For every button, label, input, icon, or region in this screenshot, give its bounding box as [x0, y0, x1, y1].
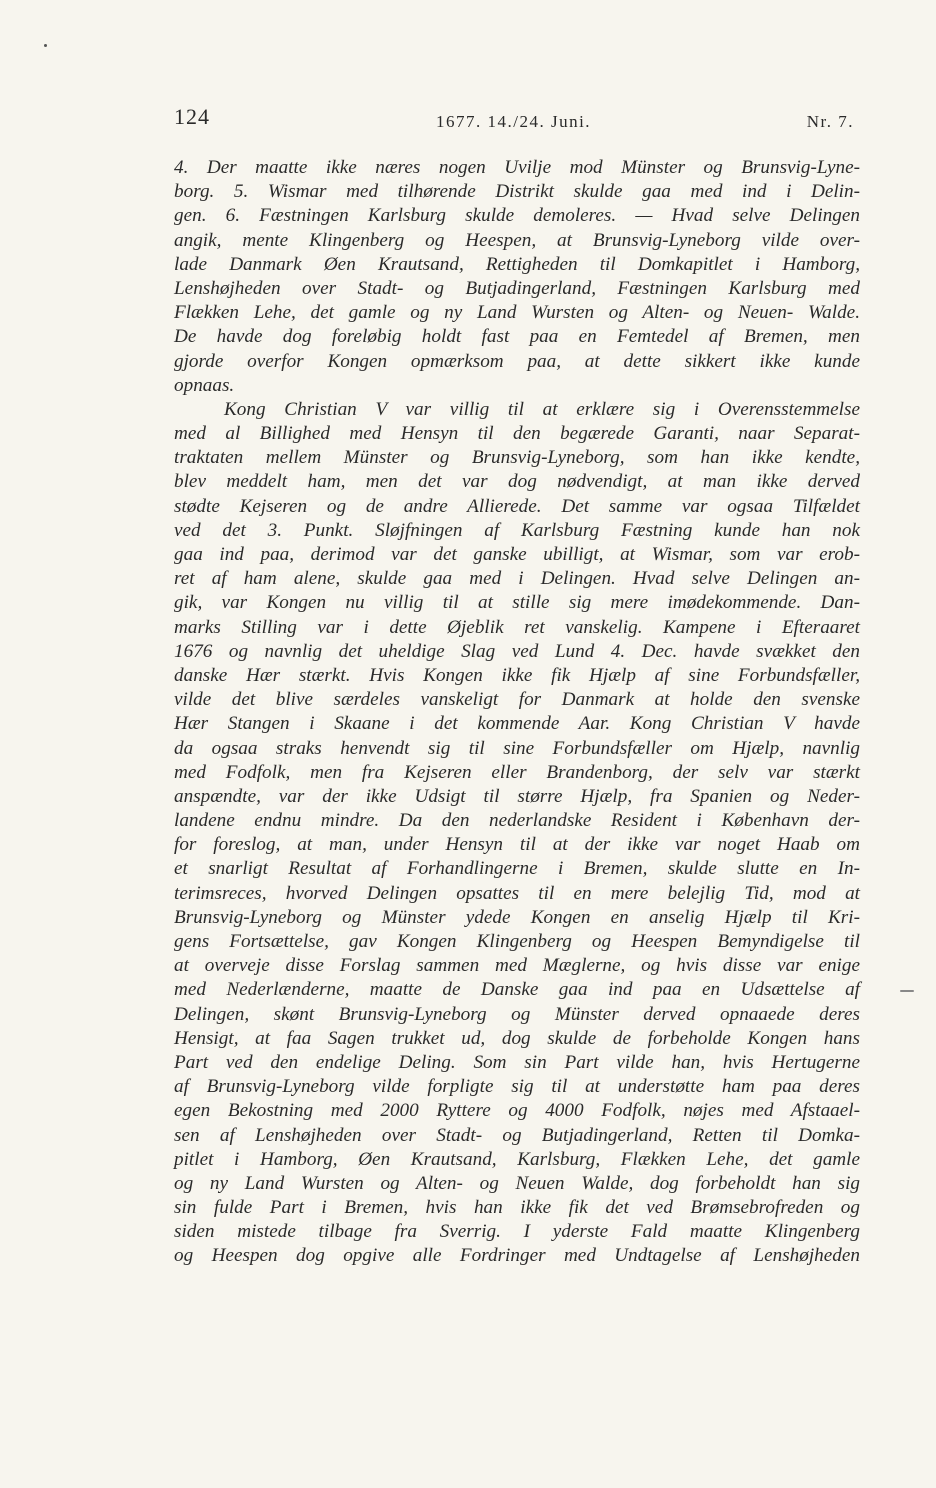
- text-line: sen af Lenshøjheden over Stadt- og Butjadingerland, Retten til Domka-: [174, 1124, 860, 1146]
- text-line: for foreslog, at man, under Hensyn til at der ikke var noget Haab om: [174, 834, 860, 856]
- text-line: pitlet i Hamborg, Øen Krautsand, Karlsburg, Flækken Lehe, det gamle: [174, 1148, 860, 1170]
- text-line: af Brunsvig-Lyneborg vilde forpligte sig til at understøtte ham paa deres: [174, 1076, 860, 1098]
- text-line: Delingen, skønt Brunsvig-Lyneborg og Münster derved opnaaede deres: [174, 1003, 860, 1025]
- text-line: anspændte, var der ikke Udsigt til større Hjælp, fra Spanien og Neder-: [174, 785, 860, 807]
- text-line: marks Stilling var i dette Øjeblik ret vanskelig. Kampene i Efteraaret: [174, 616, 860, 638]
- running-head: 1677. 14./24. Juni.: [436, 112, 592, 131]
- page-header: [174, 104, 860, 138]
- text-line: lade Danmark Øen Krautsand, Rettigheden til Domkapitlet i Hamborg,: [174, 253, 860, 275]
- text-line: 1676 og navnlig det uheldige Slag ved Lund 4. Dec. havde svækket den: [174, 640, 860, 662]
- text-line: med Fodfolk, men fra Kejseren eller Brandenborg, der selv var stærkt: [174, 761, 860, 783]
- text-line: Kong Christian V var villig til at erklære sig i Overensstemmelse: [224, 398, 860, 420]
- text-line: gen. 6. Fæstningen Karlsburg skulde demoleres. — Hvad selve Delingen: [174, 205, 860, 227]
- text-line: Hensigt, at faa Sagen trukket ud, dog skulde de forbeholde Kongen hans: [174, 1027, 860, 1049]
- text-line: De havde dog foreløbig holdt fast paa en Femtedel af Bremen, men: [174, 326, 860, 348]
- text-line: ret af ham alene, skulde gaa med i Delingen. Hvad selve Delingen an-: [174, 568, 860, 590]
- text-line: med al Billighed med Hensyn til den begærede Garanti, naar Separat-: [174, 423, 860, 445]
- text-line: borg. 5. Wismar med tilhørende Distrikt skulde gaa med ind i Delin-: [174, 181, 860, 203]
- text-line: terimsreces, hvorved Delingen opsattes til en mere belejlig Tid, mod at: [174, 882, 860, 904]
- text-line: og Heespen dog opgive alle Fordringer med Undtagelse af Lenshøjheden: [174, 1245, 860, 1267]
- body-text: [174, 156, 860, 1269]
- text-line: et snarligt Resultat af Forhandlingerne i Bremen, skulde slutte en In-: [174, 858, 860, 880]
- text-line: egen Bekostning med 2000 Ryttere og 4000 Fodfolk, nøjes med Afstaael-: [174, 1100, 860, 1122]
- text-line: opnaas.: [174, 374, 235, 396]
- text-line: danske Hær stærkt. Hvis Kongen ikke fik Hjælp af sine Forbundsfæller,: [174, 664, 860, 686]
- text-line: vilde det blive særdeles vanskeligt for Danmark at holde den svenske: [174, 689, 860, 711]
- text-line: Flækken Lehe, det gamle og ny Land Wursten og Alten- og Neuen- Walde.: [174, 302, 860, 324]
- text-line: gens Fortsættelse, gav Kongen Klingenberg og Heespen Bemyndigelse til: [174, 931, 860, 952]
- text-line: blev meddelt ham, men det var dog nødvendigt, at man ikke derved: [174, 471, 860, 493]
- issue-number: Nr. 7.: [806, 112, 854, 131]
- text-line: at overveje disse Forslag sammen med Mæglerne, og hvis disse var enige: [174, 955, 860, 977]
- text-line: gik, var Kongen nu villig til at stille sig mere imødekommende. Dan-: [174, 592, 860, 614]
- text-line: med Nederlænderne, maatte de Danske gaa ind paa en Udsættelse af: [174, 979, 860, 1001]
- text-line: Part ved den endelige Deling. Som sin Part vilde han, hvis Hertugerne: [174, 1051, 860, 1073]
- text-line: 4. Der maatte ikke næres nogen Uvilje mod Münster og Brunsvig-Lyne-: [174, 157, 860, 178]
- paper-speck: [44, 44, 47, 47]
- text-line: stødte Kejseren og de andre Allierede. Det samme var ogsaa Tilfældet: [174, 495, 860, 517]
- text-line: Brunsvig-Lyneborg og Münster ydede Kongen en anselig Hjælp til Kri-: [174, 906, 860, 928]
- text-line: gaa ind paa, derimod var det ganske ubilligt, at Wismar, som var erob-: [174, 544, 860, 565]
- text-line: Lenshøjheden over Stadt- og Butjadingerland, Fæstningen Karlsburg med: [174, 277, 860, 299]
- text-line: sin fulde Part i Bremen, hvis han ikke fik det ved Brømsebrofreden og: [174, 1197, 860, 1219]
- text-line: traktaten mellem Münster og Brunsvig-Lyneborg, som han ikke kendte,: [174, 447, 860, 469]
- text-line: landene endnu mindre. Da den nederlandske Resident i København der-: [174, 810, 860, 832]
- text-line: og ny Land Wursten og Alten- og Neuen Walde, dog forbeholdt han sig: [174, 1172, 860, 1194]
- text-line: siden mistede tilbage fra Sverrig. I yderste Fald maatte Klingenberg: [174, 1221, 860, 1243]
- text-line: ved det 3. Punkt. Sløjfningen af Karlsburg Fæstning kunde han nok: [174, 519, 860, 541]
- text-line: gjorde overfor Kongen opmærksom paa, at dette sikkert ikke kunde: [174, 350, 860, 372]
- text-line: da ogsaa straks henvendt sig til sine Forbundsfæller om Hjælp, navnlig: [174, 737, 860, 759]
- text-line: Hær Stangen i Skaane i det kommende Aar. Kong Christian V havde: [174, 713, 860, 735]
- text-line: angik, mente Klingenberg og Heespen, at Brunsvig-Lyneborg vilde over-: [174, 229, 860, 251]
- paper-speck: [900, 990, 914, 992]
- page-number: 124: [174, 104, 210, 129]
